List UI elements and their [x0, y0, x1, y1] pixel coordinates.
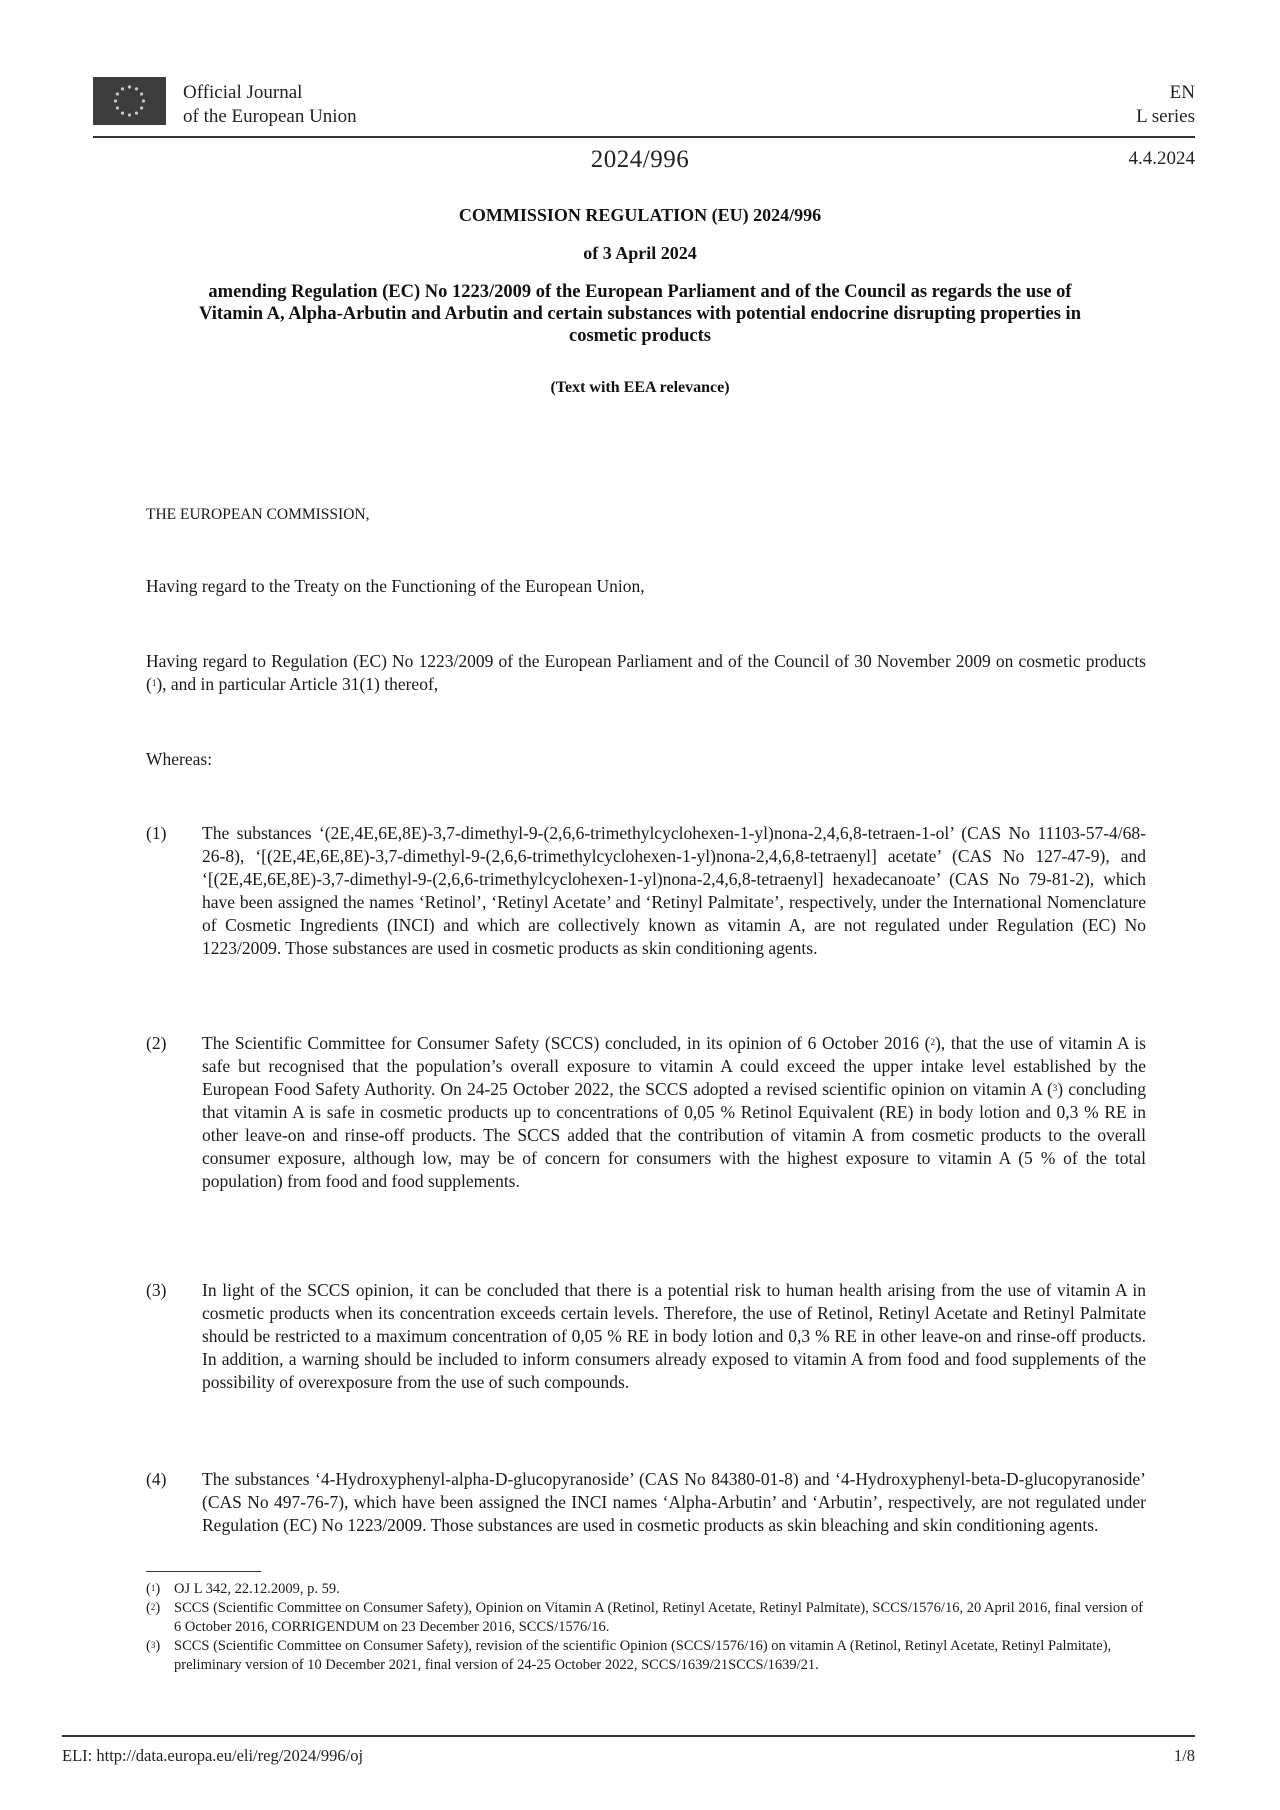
- recital-text: The substances ‘4-Hydroxyphenyl-alpha-D-glucopyranoside’ (CAS No 84380-01-8) and ‘4-Hydroxyphenyl-beta-D-glucopyranoside’ (CAS No 497-76-7), which have been assigned the INCI names ‘Alpha-Arbutin’ and ‘Arbutin’, respectively, are not regulated under Regulation (EC) No 1223/2009. Those substances are used in cosmetic products as skin bleaching and skin conditioning agents.: [202, 1469, 1146, 1535]
- recital-text: The Scientific Committee for Consumer Safety (SCCS) concluded, in its opinion of 6 October 2016 ($^2$), that the use of vitamin A is safe but recognised that the population’s overall exposure to vitamin A could exceed the upper intake level established by the European Food Safety Authority. On 24-25 October 2022, the SCCS adopted a revised scientific opinion on vitamin A ($^3$) concluding that vitamin A is safe in cosmetic products up to concentrations of 0,05 % Retinol Equivalent (RE) in body lotion and 0,3 % RE in other leave-on and rinse-off products. The SCCS added that the contribution of vitamin A from cosmetic products to the overall consumer exposure, although low, may be of concern for consumers with the highest exposure to vitamin A (5 % of the total population) from food and food supplements.: [202, 1033, 1146, 1191]
- page-number: 1/8: [1173, 1746, 1195, 1765]
- recital-4: [146, 1468, 1146, 1537]
- whereas-heading: Whereas:: [146, 749, 213, 769]
- footnote-separator: [146, 1571, 261, 1572]
- footnote-ref-2[interactable]: 2: [930, 1037, 935, 1047]
- header-divider: [93, 136, 1195, 138]
- regulation-title: COMMISSION REGULATION (EU) 2024/996: [458, 205, 822, 225]
- commission-heading: THE EUROPEAN COMMISSION,: [146, 506, 370, 523]
- recital-text: The substances ‘(2E,4E,6E,8E)-3,7-dimethyl-9-(2,6,6-trimethylcyclohexen-1-yl)nona-2,4,6,8-tetraen-1-ol’ (CAS No 11103-57-4/68-26-8), ‘[(2E,4E,6E,8E)-3,7-dimethyl-9-(2,6,6-trimethylcyclohexen-1-yl)nona-2,4,6,8-tetraenyl] acetate’ (CAS No 127-47-9), and ‘[(2E,4E,6E,8E)-3,7-dimethyl-9-(2,6,6-trimethylcyclohexen-1-yl)nona-2,4,6,8-tetraenyl] hexadecanoate’ (CAS No 79-81-2), which have been assigned the names ‘Retinol’, ‘Retinyl Acetate’ and ‘Retinyl Palmitate’, respectively, under the International Nomenclature of Cosmetic Ingredients (INCI) and which are collectively known as vitamin A, are not regulated under Regulation (EC) No 1223/2009. Those substances are used in cosmetic products as skin conditioning agents.: [202, 823, 1146, 958]
- recital-number: (2): [146, 1033, 167, 1053]
- language-code: EN: [1169, 82, 1195, 103]
- footnote-3: ($^3$) SCCS (Scientific Committee on Consumer Safety), revision of the scientific Opinion (SCCS/1576/16) on vitamin A (Retinol, Retinyl Acetate, Retinyl Palmitate), preliminary version of 10 December 2021, final version of 24-25 October 2022, SCCS/1639/21SCCS/1639/21.: [146, 1638, 1112, 1673]
- eli-link[interactable]: ELI: http://data.europa.eu/eli/reg/2024/996/oj: [62, 1746, 364, 1765]
- journal-title-line1: Official Journal: [183, 82, 303, 103]
- journal-title-line2: of the European Union: [183, 106, 357, 127]
- footnote-ref-1[interactable]: 1: [151, 678, 157, 688]
- regulation-date: of 3 April 2024: [583, 243, 697, 263]
- footnote-2: ($^2$) SCCS (Scientific Committee on Consumer Safety), Opinion on Vitamin A (Retinol, Retinyl Acetate, Retinyl Palmitate), SCCS/1576/16, 20 April 2016, final version of 6 October 2016, CORRIGENDUM on 23 December 2016, SCCS/1576/16.: [146, 1600, 1144, 1635]
- recital-text: In light of the SCCS opinion, it can be concluded that there is a potential risk to human health arising from the use of vitamin A in cosmetic products when its concentration exceeds certain levels. Therefore, the use of Retinol, Retinyl Acetate and Retinyl Palmitate should be restricted to a maximum concentration of 0,05 % RE in body lotion and 0,3 % RE in other leave-on and rinse-off products. In addition, a warning should be included to inform consumers already exposed to vitamin A from food and food supplements of the possibility of overexposure from the use of such compounds.: [202, 1280, 1146, 1392]
- regard-regulation: Having regard to Regulation (EC) No 1223/2009 of the European Parliament and of the Council of 30 November 2009 on cosmetic products ($^1$), and in particular Article 31(1) thereof,: [146, 651, 1146, 694]
- publication-date: 4.4.2024: [1128, 148, 1195, 169]
- regard-treaty: Having regard to the Treaty on the Functioning of the European Union,: [146, 576, 645, 596]
- series-label: L series: [1136, 106, 1195, 127]
- document-number: 2024/996: [590, 146, 690, 173]
- footnote-1: ($^1$) OJ L 342, 22.12.2009, p. 59.: [146, 1581, 340, 1597]
- eu-flag-icon: [93, 77, 166, 125]
- recital-number: (3): [146, 1280, 167, 1300]
- recital-number: (1): [146, 823, 167, 843]
- journal-title: [183, 81, 357, 129]
- recital-number: (4): [146, 1469, 167, 1489]
- footnote-ref-3[interactable]: 3: [1052, 1083, 1058, 1093]
- footer-divider: [62, 1735, 1195, 1737]
- recital-1: [146, 822, 1146, 960]
- recital-3: [146, 1279, 1146, 1394]
- regulation-subject: amending Regulation (EC) No 1223/2009 of the European Parliament and of the Council as regards the use of Vitamin A, Alpha-Arbutin and Arbutin and certain substances with potential endocrine disrupting properties in cosmetic products: [199, 282, 1081, 346]
- recital-2: [146, 1032, 1146, 1193]
- footnotes: [146, 1580, 1146, 1675]
- header-right: [1136, 81, 1195, 129]
- eea-relevance: (Text with EEA relevance): [550, 379, 730, 396]
